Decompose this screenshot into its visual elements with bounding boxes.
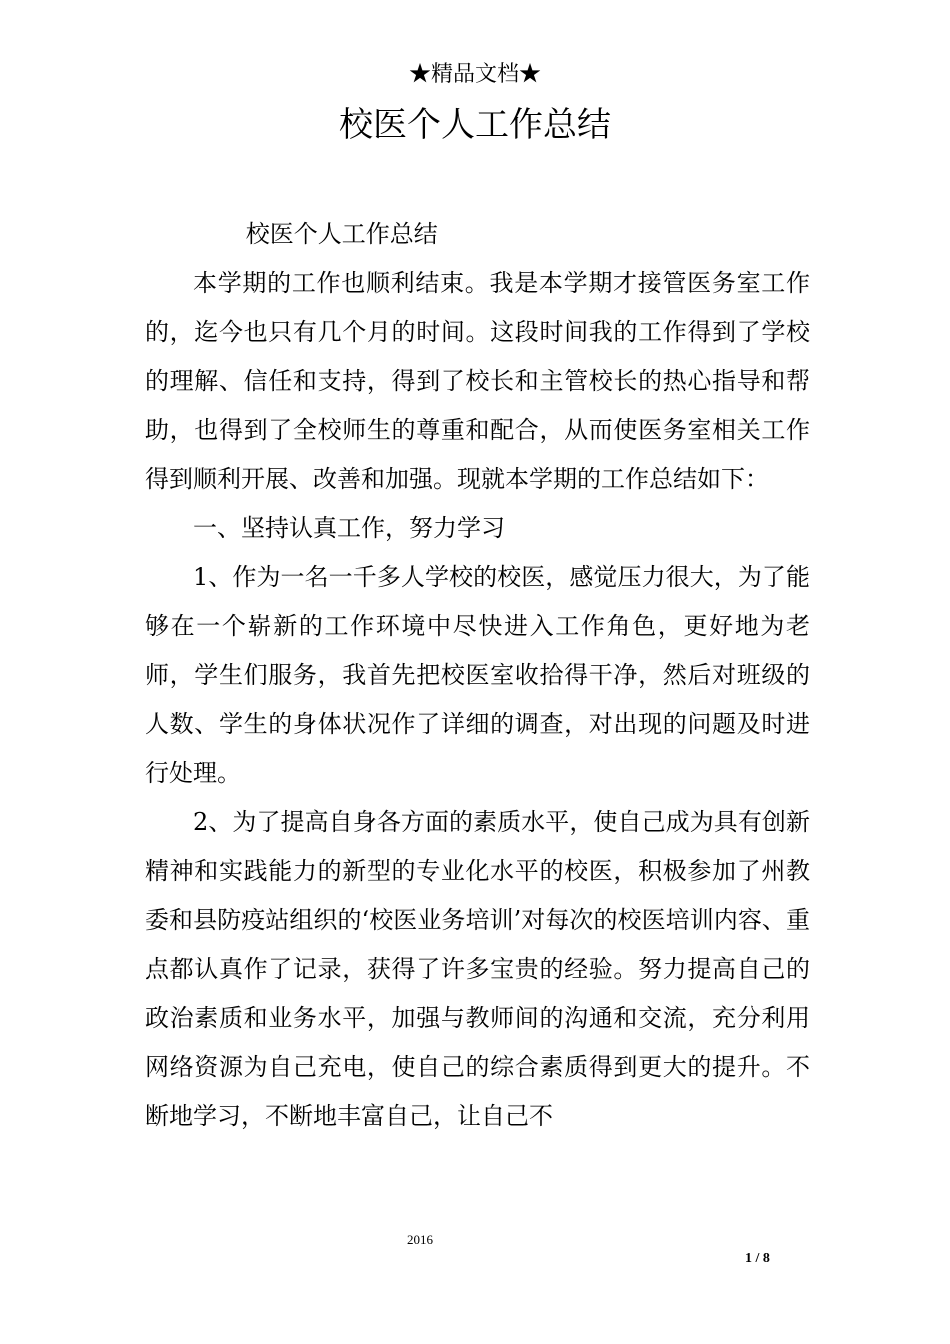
body-subtitle: 校医个人工作总结 — [245, 220, 438, 248]
footer-year: 2016 — [407, 1232, 433, 1247]
paragraph-item-2: 2、为了提高自身各方面的素质水平，使自己成为具有创新精神和实践能力的新型的专业化水平的校医，积极参加了州教委和县防疫站组织的‘校医业务培训’对每次的校医培训内容、重点都认真作了记录，获得了许多宝贵的经验。努力提高自己的政治素质和业务水平，加强与教师间的沟通和交流，充分利用网络资源为自己充电，使自己的综合素质得到更大的提升。不断地学习，不断地丰富自己，让自己不 — [145, 808, 810, 1130]
paragraph-intro: 本学期的工作也顺利结束。我是本学期才接管医务室工作的，迄今也只有几个月的时间。这段时间我的工作得到了学校的理解、信任和支持，得到了校长和主管校长的热心指导和帮助，也得到了全校师生的尊重和配合，从而使医务室相关工作得到顺利开展、改善和加强。现就本学期的工作总结如下： — [145, 269, 810, 493]
document-body — [145, 210, 810, 1141]
document-title: 校医个人工作总结 — [339, 105, 611, 145]
section-heading-1: 一、坚持认真工作，努力学习 — [193, 514, 505, 542]
page-number: 1 / 8 — [745, 1251, 770, 1266]
paragraph-item-1: 1、作为一名一千多人学校的校医，感觉压力很大，为了能够在一个崭新的工作环境中尽快进入工作角色，更好地为老师，学生们服务，我首先把校医室收拾得干净，然后对班级的人数、学生的身体状况作了详细的调查，对出现的问题及时进行处理。 — [145, 563, 810, 787]
document-banner: ★精品文档★ — [408, 62, 541, 87]
